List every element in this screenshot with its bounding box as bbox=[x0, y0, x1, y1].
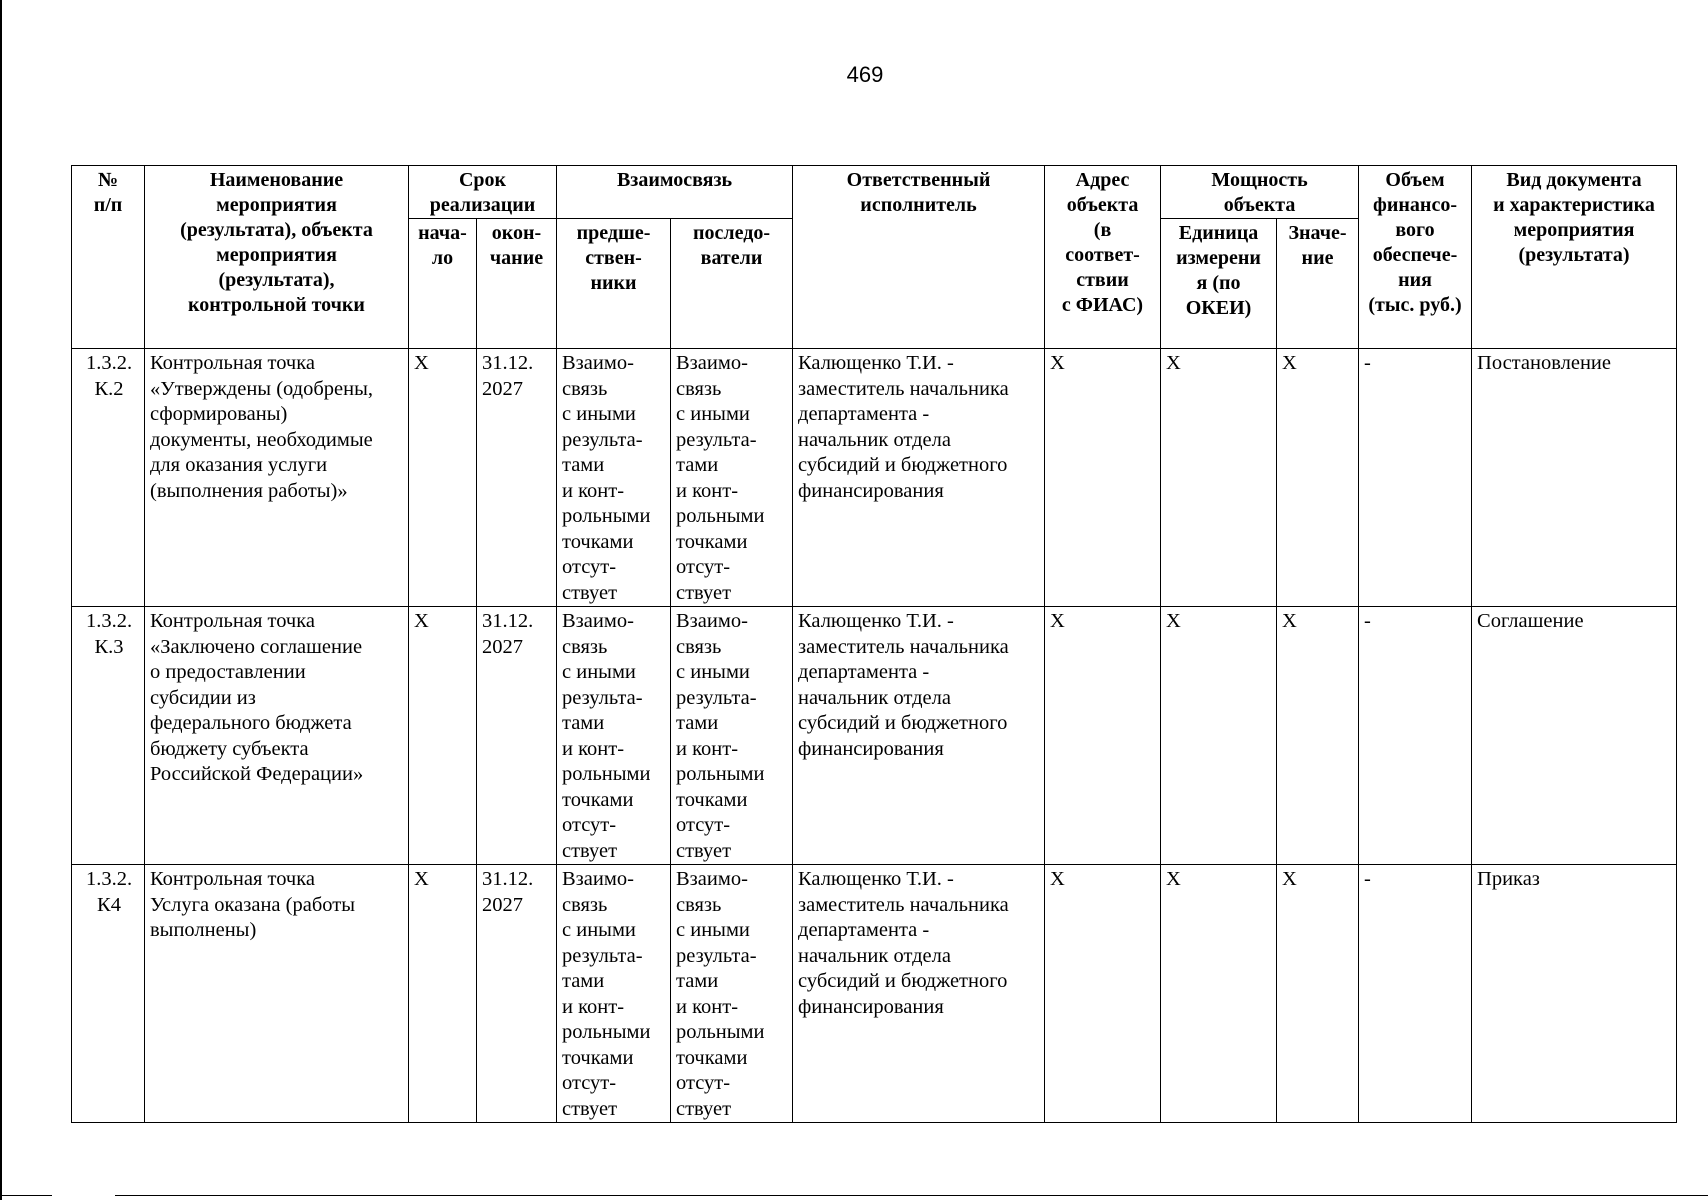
page-bottom-rule-left bbox=[0, 1195, 52, 1196]
header-row-1 bbox=[72, 166, 1677, 219]
row-successors: Взаимо- связь с иными результа- тами и конт- рольными точками отсут- ствует bbox=[671, 865, 793, 1123]
row-end: 31.12. 2027 bbox=[477, 865, 557, 1123]
row-number: 1.3.2. К4 bbox=[72, 865, 145, 1123]
row-successors: Взаимо- связь с иными результа- тами и конт- рольными точками отсут- ствует bbox=[671, 607, 793, 865]
row-predecessors: Взаимо- связь с иными результа- тами и конт- рольными точками отсут- ствует bbox=[557, 865, 671, 1123]
header-num: № п/п bbox=[72, 166, 145, 349]
page-bottom-rule bbox=[115, 1195, 1708, 1196]
header-name: Наименование мероприятия (результата), объекта мероприятия (результата), контрольной точки bbox=[145, 166, 409, 349]
row-name: Контрольная точка «Утверждены (одобрены, сформированы) документы, необходимые для оказания услуги (выполнения работы)» bbox=[145, 349, 409, 607]
row-start: Х bbox=[409, 865, 477, 1123]
table-row bbox=[72, 349, 1677, 607]
row-successors: Взаимо- связь с иными результа- тами и конт- рольными точками отсут- ствует bbox=[671, 349, 793, 607]
row-unit: Х bbox=[1161, 607, 1277, 865]
header-capacity-value: Значе- ние bbox=[1277, 219, 1359, 349]
row-number: 1.3.2. К.3 bbox=[72, 607, 145, 865]
table-row bbox=[72, 865, 1677, 1123]
header-period-end: окон- чание bbox=[477, 219, 557, 349]
row-executor: Калющенко Т.И. - заместитель начальника департамента - начальник отдела субсидий и бюджетного финансирования bbox=[793, 607, 1045, 865]
header-capacity-unit: Единица измерени я (по ОКЕИ) bbox=[1161, 219, 1277, 349]
header-period: Срок реализации bbox=[409, 166, 557, 219]
row-address: Х bbox=[1045, 865, 1161, 1123]
page-number: 469 bbox=[846, 62, 884, 87]
row-value: Х bbox=[1277, 865, 1359, 1123]
header-relation: Взаимосвязь bbox=[557, 166, 793, 219]
row-executor: Калющенко Т.И. - заместитель начальника департамента - начальник отдела субсидий и бюджетного финансирования bbox=[793, 349, 1045, 607]
header-capacity: Мощность объекта bbox=[1161, 166, 1359, 219]
row-doc-type: Постановление bbox=[1472, 349, 1677, 607]
header-period-start: нача- ло bbox=[409, 219, 477, 349]
row-end: 31.12. 2027 bbox=[477, 349, 557, 607]
row-address: Х bbox=[1045, 607, 1161, 865]
header-relation-next: последо- ватели bbox=[671, 219, 793, 349]
header-executor: Ответственный исполнитель bbox=[793, 166, 1045, 349]
row-funding: - bbox=[1359, 349, 1472, 607]
row-funding: - bbox=[1359, 865, 1472, 1123]
row-predecessors: Взаимо- связь с иными результа- тами и конт- рольными точками отсут- ствует bbox=[557, 607, 671, 865]
row-end: 31.12. 2027 bbox=[477, 607, 557, 865]
row-number: 1.3.2. К.2 bbox=[72, 349, 145, 607]
row-start: Х bbox=[409, 349, 477, 607]
row-name: Контрольная точка «Заключено соглашение о предоставлении субсидии из федерального бюджета бюджету субъекта Российской Федерации» bbox=[145, 607, 409, 865]
activities-table bbox=[71, 165, 1677, 1123]
row-unit: Х bbox=[1161, 865, 1277, 1123]
row-predecessors: Взаимо- связь с иными результа- тами и конт- рольными точками отсут- ствует bbox=[557, 349, 671, 607]
header-relation-prev: предше- ствен- ники bbox=[557, 219, 671, 349]
row-value: Х bbox=[1277, 349, 1359, 607]
row-funding: - bbox=[1359, 607, 1472, 865]
header-address: Адрес объекта (в соответ- ствии с ФИАС) bbox=[1045, 166, 1161, 349]
row-value: Х bbox=[1277, 607, 1359, 865]
header-doc-type: Вид документа и характеристика мероприятия (результата) bbox=[1472, 166, 1677, 349]
row-name: Контрольная точка Услуга оказана (работы выполнены) bbox=[145, 865, 409, 1123]
scan-left-edge bbox=[0, 0, 2, 1200]
table-row bbox=[72, 607, 1677, 865]
row-unit: Х bbox=[1161, 349, 1277, 607]
row-doc-type: Соглашение bbox=[1472, 607, 1677, 865]
header-funding: Объем финансо- вого обеспече- ния (тыс. руб.) bbox=[1359, 166, 1472, 349]
row-doc-type: Приказ bbox=[1472, 865, 1677, 1123]
row-start: Х bbox=[409, 607, 477, 865]
row-executor: Калющенко Т.И. - заместитель начальника департамента - начальник отдела субсидий и бюджетного финансирования bbox=[793, 865, 1045, 1123]
row-address: Х bbox=[1045, 349, 1161, 607]
